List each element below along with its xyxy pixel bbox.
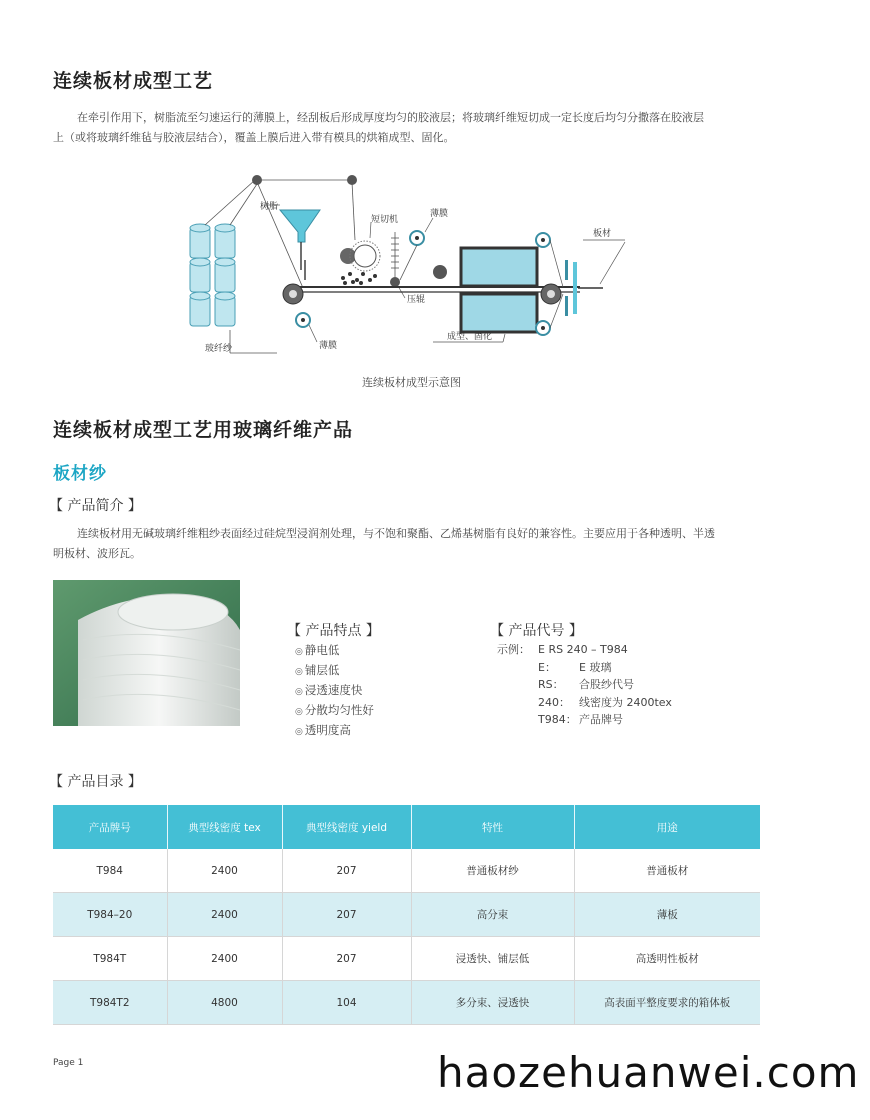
- table-row: [53, 981, 760, 1025]
- diagram-caption: 连续板材成型示意图: [362, 376, 461, 389]
- features-heading: 【 产品特点 】: [287, 623, 380, 639]
- cell-grade: T984T: [53, 937, 167, 981]
- feature-item: ◎ 分散均匀性好: [295, 701, 374, 721]
- product-intro-line2: 明板材、波形瓦。: [53, 547, 141, 560]
- cell-tex: 4800: [167, 981, 282, 1025]
- roving-spools: [190, 224, 235, 326]
- code-row: 240： 线密度为 2400tex: [538, 695, 672, 709]
- forming-oven: [461, 248, 537, 332]
- cell-usage: 高透明性板材: [574, 937, 760, 981]
- section-title-products: 连续板材成型工艺用玻璃纤维产品: [53, 419, 354, 441]
- process-description-line2: 上（或将玻璃纤维毡与胶液层结合），覆盖上膜后进入带有模具的烘箱成型、固化。: [53, 131, 455, 144]
- example-label: 示例：: [497, 643, 530, 656]
- code-row: E： E 玻璃: [538, 660, 612, 674]
- cell-grade: T984T2: [53, 981, 167, 1025]
- cell-yield: 207: [282, 893, 411, 937]
- cell-tex: 2400: [167, 893, 282, 937]
- product-code-block: [497, 641, 672, 729]
- feature-item: ◎ 铺层低: [295, 661, 374, 681]
- product-intro-line1: 连续板材用无碱玻璃纤维粗纱表面经过硅烷型浸润剂处理，与不饱和聚酯、乙烯基树脂有良好的兼容性。主要应用于各种透明、半透: [77, 527, 715, 540]
- cell-feature: 普通板材纱: [411, 849, 574, 893]
- page-number: Page 1: [53, 1058, 84, 1068]
- cell-usage: 薄板: [574, 893, 760, 937]
- cell-feature: 浸透快、铺层低: [411, 937, 574, 981]
- cell-yield: 104: [282, 981, 411, 1025]
- cell-grade: T984: [53, 849, 167, 893]
- code-row: RS： 合股纱代号: [538, 678, 634, 691]
- column-header-yield: 典型线密度 yield: [282, 805, 411, 849]
- table-row: [53, 849, 760, 893]
- feature-item: ◎ 浸透速度快: [295, 681, 374, 701]
- cell-usage: 高表面平整度要求的箱体板: [574, 981, 760, 1025]
- diagram-label-roving: 玻纤纱: [205, 344, 233, 354]
- intro-heading: 【 产品简介 】: [49, 498, 142, 514]
- cell-tex: 2400: [167, 937, 282, 981]
- press-roller: [390, 277, 400, 287]
- product-code-example: [497, 641, 672, 659]
- catalog-heading: 【 产品目录 】: [49, 774, 142, 790]
- process-diagram: [185, 170, 645, 360]
- product-code-heading: 【 产品代号 】: [490, 623, 583, 639]
- chopper: [340, 241, 380, 285]
- cell-usage: 普通板材: [574, 849, 760, 893]
- product-intro: [53, 524, 773, 564]
- code-row: T984： 产品牌号: [538, 713, 623, 726]
- process-description-line1: 在牵引作用下，树脂流至匀速运行的薄膜上，经刮板后形成厚度均匀的胶液层；将玻璃纤维短切成一定长度后均匀分撒落在胶液层: [77, 111, 704, 124]
- cell-grade: T984–20: [53, 893, 167, 937]
- feature-item: ◎ 透明度高: [295, 721, 374, 741]
- diagram-label-chopper: 短切机: [371, 215, 399, 225]
- diagram-label-film-top: 薄膜: [430, 209, 449, 219]
- feature-item: ◎ 静电低: [295, 641, 374, 661]
- table-header-row: [53, 805, 760, 849]
- roving-package-image: [53, 580, 240, 726]
- guide-roller-left: [252, 175, 262, 185]
- catalog-table: [53, 805, 760, 1025]
- example-value: E RS 240 – T984: [538, 643, 628, 656]
- column-header-tex: 典型线密度 tex: [167, 805, 282, 849]
- resin-hopper: [280, 210, 320, 280]
- watermark-text: haozehuanwei.com: [437, 1048, 860, 1097]
- product-subtitle: 板材纱: [53, 464, 107, 484]
- column-header-feature: 特性: [411, 805, 574, 849]
- cell-yield: 207: [282, 937, 411, 981]
- product-photo: [53, 580, 240, 726]
- cell-tex: 2400: [167, 849, 282, 893]
- diagram-label-film-bottom: 薄膜: [319, 341, 338, 351]
- diagram-label-forming: 成型、固化: [447, 332, 493, 342]
- idler-roller: [433, 265, 447, 279]
- cell-feature: 高分束: [411, 893, 574, 937]
- cell-feature: 多分束、浸透快: [411, 981, 574, 1025]
- diagram-label-sheet: 板材: [593, 229, 612, 239]
- section-title-process: 连续板材成型工艺: [53, 70, 214, 92]
- features-list: [295, 641, 374, 741]
- diagram-label-resin: 树脂: [260, 202, 279, 212]
- diagram-label-press-roller: 压辊: [407, 295, 426, 305]
- column-header-usage: 用途: [574, 805, 760, 849]
- scraper: [391, 232, 399, 278]
- table-row: [53, 937, 760, 981]
- table-row: [53, 893, 760, 937]
- process-description: [53, 108, 773, 148]
- column-header-grade: 产品牌号: [53, 805, 167, 849]
- guide-roller-right: [347, 175, 357, 185]
- cell-yield: 207: [282, 849, 411, 893]
